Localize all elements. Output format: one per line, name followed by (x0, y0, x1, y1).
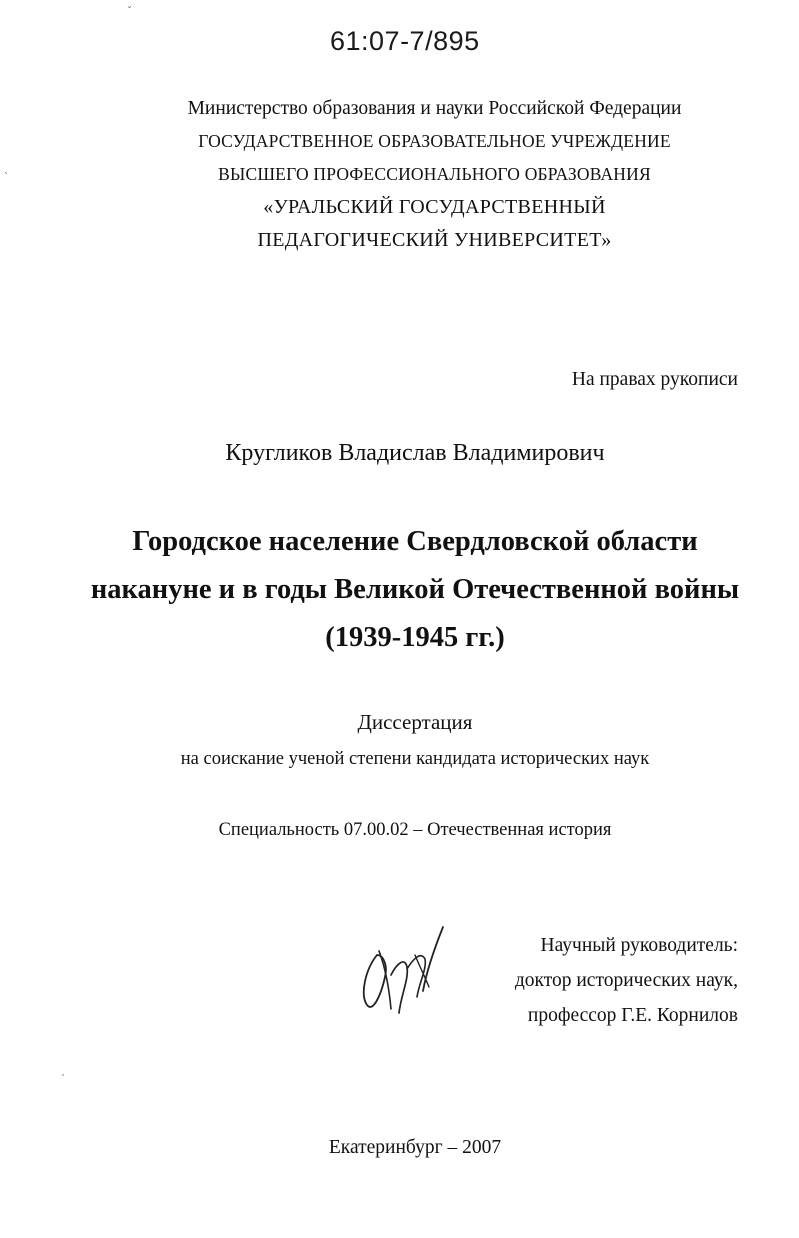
scan-speck: ˊ (60, 1074, 65, 1085)
title-line-2: накануне и в годы Великой Отечественной войны (90, 574, 740, 605)
dissertation-title (0, 518, 799, 662)
supervisor-label: Научный руководитель: (540, 935, 738, 956)
scan-speck: ˇ (127, 6, 132, 17)
catalog-stamp-code: 61:07-7/895 (330, 26, 480, 56)
dissertation-subtitle: на соискание ученой степени кандидата исторических наук (180, 749, 650, 769)
ministry-line: Министерство образования и науки Российской Федерации (187, 98, 682, 119)
supervisor-block (515, 928, 738, 1033)
author-name: Кругликов Владислав Владимирович (225, 440, 605, 466)
city-year: Екатеринбург – 2007 (328, 1137, 502, 1158)
institution-type-line: ГОСУДАРСТВЕННОЕ ОБРАЗОВАТЕЛЬНОЕ УЧРЕЖДЕНИЕ (198, 131, 671, 151)
manuscript-note: На правах рукописи (571, 369, 738, 390)
university-name-line-1: «УРАЛЬСКИЙ ГОСУДАРСТВЕННЫЙ (263, 196, 606, 218)
dissertation-label: Диссертация (357, 710, 473, 734)
specialty-line: Специальность 07.00.02 – Отечественная история (218, 820, 612, 840)
university-name-line-2: ПЕДАГОГИЧЕСКИЙ УНИВЕРСИТЕТ» (257, 229, 612, 251)
supervisor-name: профессор Г.Е. Корнилов (527, 1005, 738, 1026)
title-line-3: (1939-1945 гг.) (325, 622, 505, 653)
scan-speck: ˋ (4, 172, 9, 183)
organization-header (35, 92, 799, 257)
education-level-line: ВЫСШЕГО ПРОФЕССИОНАЛЬНОГО ОБРАЗОВАНИЯ (218, 164, 651, 184)
supervisor-degree: доктор исторических наук, (514, 970, 738, 991)
signature-icon (355, 925, 455, 1020)
title-line-1: Городское население Свердловской области (132, 526, 698, 557)
